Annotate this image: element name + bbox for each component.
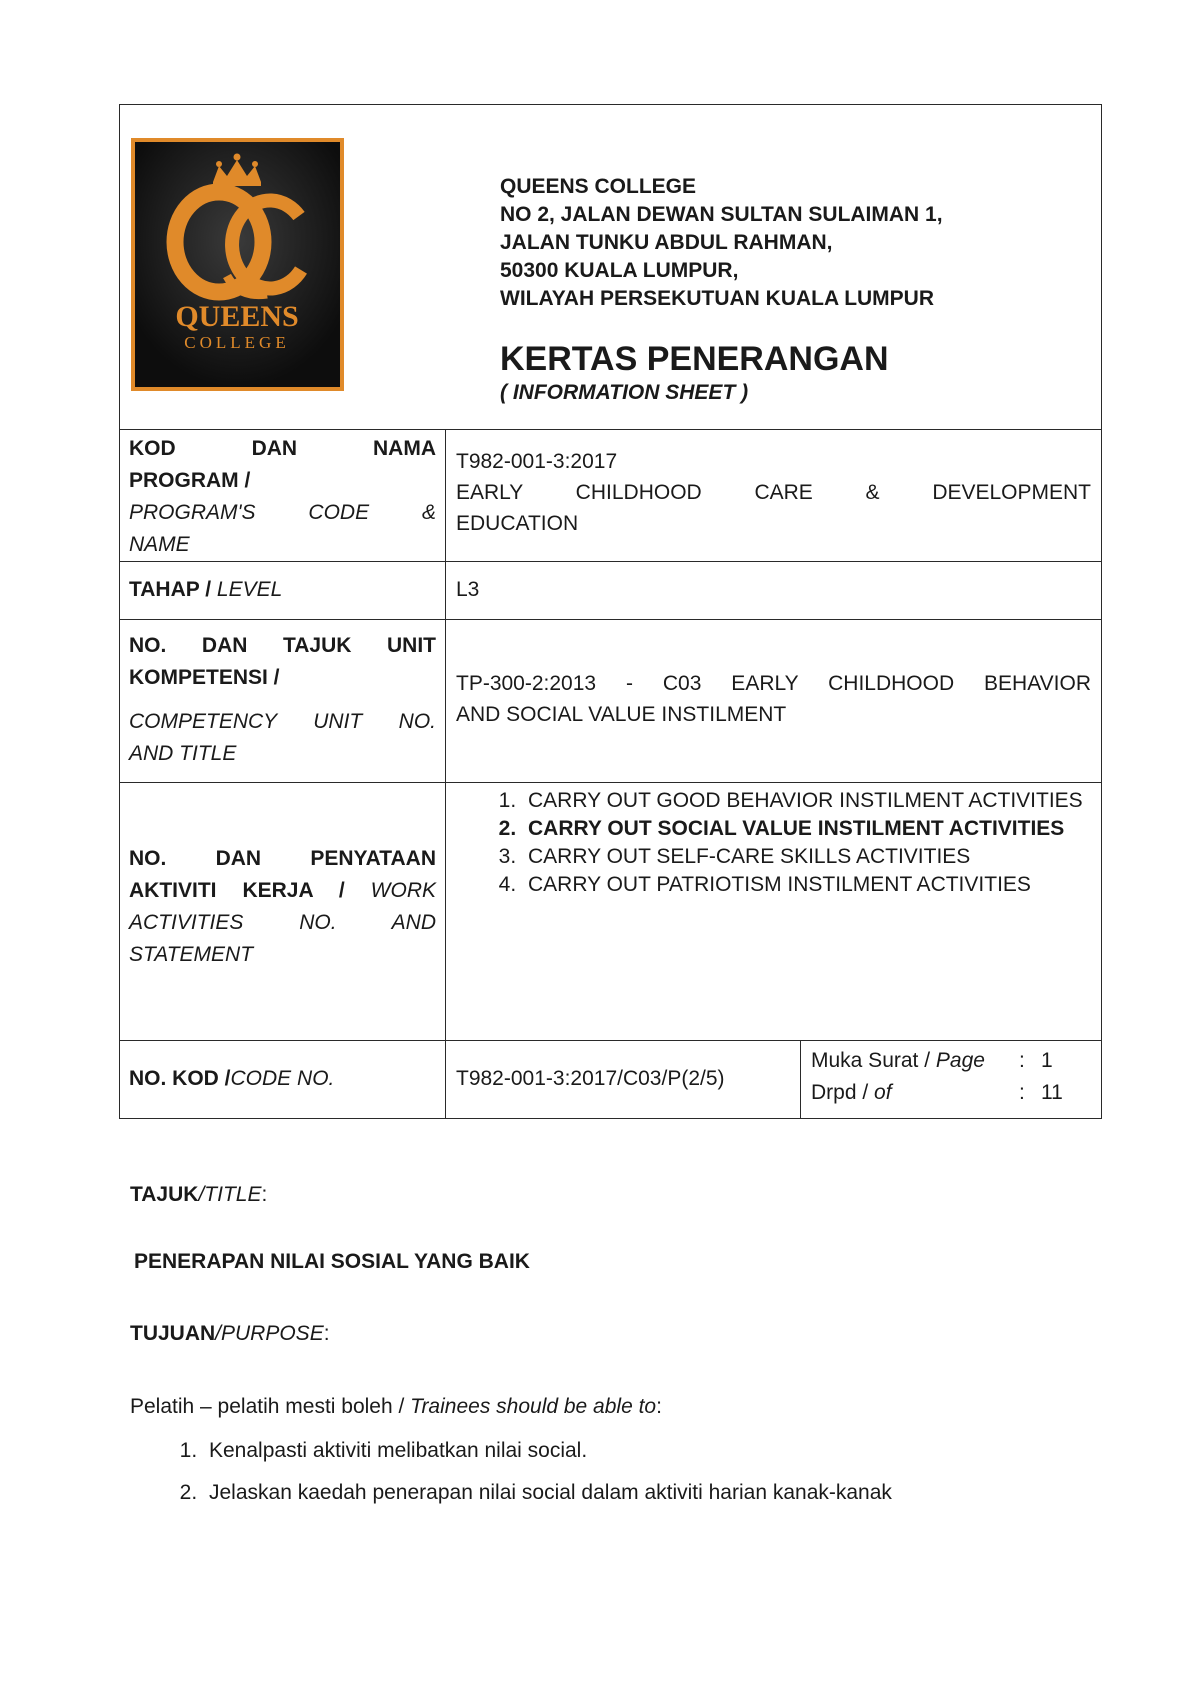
level-value-cell [446,562,1102,620]
activities-list-cell [446,783,1102,1041]
code-row [120,1041,1102,1119]
code-value-cell [446,1041,801,1119]
address-line: NO 2, JALAN DEWAN SULTAN SULAIMAN 1, [500,203,943,226]
activity-item: 1. CARRY OUT GOOD BEHAVIOR INSTILMENT ACTIVITIES [522,787,1091,815]
program-label-italic-1: PROGRAM'S CODE & [129,501,436,524]
activities-label-bold-1: NO. DAN PENYATAAN [129,847,436,870]
activities-label-bold-2: AKTIVITI KERJA / [129,879,345,902]
title-heading [130,1183,267,1207]
purpose-label: TUJUAN [130,1322,216,1345]
activities-label-cell [120,783,446,1041]
activity-item: 4. CARRY OUT PATRIOTISM INSTILMENT ACTIVITIES [522,871,1091,899]
program-name-line-1: EARLY CHILDHOOD CARE & DEVELOPMENT [456,481,1092,504]
purpose-label-italic: /PURPOSE [215,1322,324,1345]
lesson-title: PENERAPAN NILAI SOSIAL YANG BAIK [134,1250,530,1273]
page-number-cell [801,1041,1102,1119]
intro-text: Pelatih – pelatih mesti boleh / [130,1395,411,1418]
header-cell [120,105,1102,430]
unit-title-line-2: AND SOCIAL VALUE INSTILMENT [456,703,787,726]
code-label-bold: NO. KOD / [129,1067,231,1090]
activity-item: 3. CARRY OUT SELF-CARE SKILLS ACTIVITIES [522,843,1091,871]
title-colon: : [261,1183,268,1206]
objectives-list [130,1430,1103,1514]
objective-item: 2. Jelaskan kaedah penerapan nilai social dalam aktiviti harian kanak-kanak [203,1472,1103,1514]
activities-row [120,783,1102,1041]
program-label-italic-2: NAME [129,533,190,556]
unit-title-line-1: TP-300-2:2013 - C03 EARLY CHILDHOOD BEHAVIOR [456,672,1092,695]
page-label: Muka Surat / [811,1049,936,1072]
level-label-cell [120,562,446,620]
unit-label-italic-2: AND TITLE [129,742,237,765]
document-subtitle: ( INFORMATION SHEET ) [500,381,749,404]
title-label: TAJUK [130,1183,199,1206]
address-line: JALAN TUNKU ABDUL RAHMAN, [500,231,833,254]
address-line: QUEENS COLLEGE [500,175,697,198]
page-label-italic: Page [935,1049,985,1072]
unit-row [120,620,1102,783]
level-row [120,562,1102,620]
unit-value-cell [446,620,1102,783]
total-label: Drpd / [811,1081,875,1104]
total-label-italic: of [874,1081,892,1104]
program-label-bold-1: KOD DAN NAMA [129,437,436,460]
total-separator: : [1019,1081,1025,1104]
purpose-heading [130,1322,330,1346]
title-label-italic: /TITLE [198,1183,262,1206]
code-label-cell [120,1041,446,1119]
intro-text-italic: Trainees should be able to [410,1395,657,1418]
unit-label-cell [120,620,446,783]
level-value: L3 [456,578,480,601]
trainee-intro [130,1395,662,1419]
activities-label-italic-3: ACTIVITIES NO. AND [129,911,436,934]
level-label-bold: TAHAP / [129,578,212,601]
page-number: 1 [1041,1049,1053,1072]
program-label-cell [120,430,446,562]
program-value-cell [446,430,1102,562]
level-label-italic: LEVEL [216,578,283,601]
page-total: 11 [1041,1081,1063,1104]
logo-text-college: COLLEGE [184,333,290,352]
logo-graphic [135,142,340,387]
activities-label-italic-4: STATEMENT [129,943,254,966]
program-label-bold-2: PROGRAM / [129,469,251,492]
page-separator: : [1019,1049,1025,1072]
information-sheet [119,104,1101,1119]
objective-item: 1. Kenalpasti aktiviti melibatkan nilai social. [203,1430,1103,1472]
unit-label-bold-1: NO. DAN TAJUK UNIT [129,634,436,657]
code-label-italic: CODE NO. [230,1067,335,1090]
program-name-line-2: EDUCATION [456,512,579,535]
header-table [119,104,1102,1119]
unit-label-bold-2: KOMPETENSI / [129,666,280,689]
activities-label-italic-2: WORK [370,879,436,902]
college-logo [131,138,344,391]
code-value: T982-001-3:2017/C03/P(2/5) [456,1067,725,1090]
intro-colon: : [656,1395,662,1418]
address-line: WILAYAH PERSEKUTUAN KUALA LUMPUR [500,287,935,310]
logo-text-queens: QUEENS [175,300,299,333]
college-address [500,173,943,313]
purpose-colon: : [323,1322,330,1345]
address-line: 50300 KUALA LUMPUR, [500,259,739,282]
unit-label-italic-1: COMPETENCY UNIT NO. [129,710,436,733]
work-activities-list [446,783,1101,899]
program-row [120,430,1102,562]
document-title: KERTAS PENERANGAN [500,340,889,378]
program-code: T982-001-3:2017 [456,450,618,473]
activity-item-current: 2. CARRY OUT SOCIAL VALUE INSTILMENT ACTIVITIES [522,815,1091,843]
